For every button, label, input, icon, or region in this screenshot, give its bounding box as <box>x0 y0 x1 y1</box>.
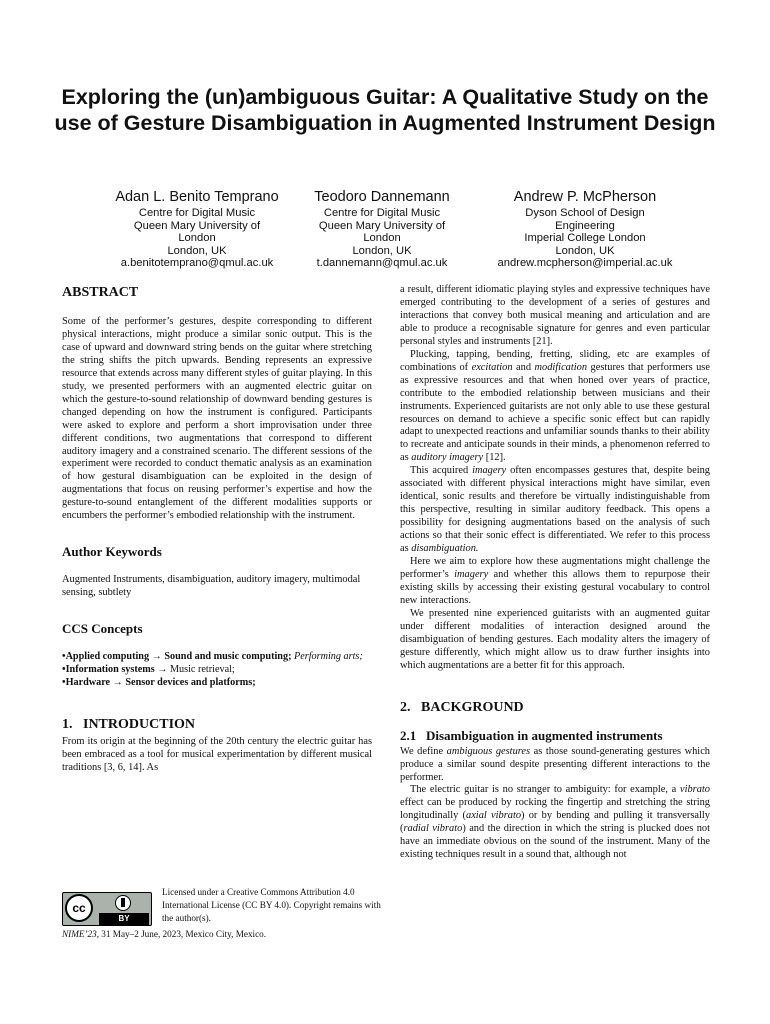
author-affiliation: Dyson School of Design <box>525 207 645 219</box>
subsection-heading <box>400 727 710 744</box>
author-2 <box>272 188 492 270</box>
arrow-glyph: → <box>157 664 168 676</box>
ccs-term: •Applied computing <box>62 651 150 663</box>
author-city: London, UK <box>352 244 412 257</box>
author-affiliation: London <box>363 232 401 245</box>
author-city: London, UK <box>555 244 615 257</box>
section-title: BACKGROUND <box>421 699 524 715</box>
left-column <box>62 284 372 775</box>
venue-name: NIME’23, <box>62 929 99 939</box>
author-email: a.benitotemprano@qmul.ac.uk <box>120 257 274 270</box>
abstract-heading: ABSTRACT <box>62 285 139 300</box>
arrow-glyph: → <box>112 677 123 689</box>
paragraph: We presented nine experienced guitarists with an augmented guitar under different modalities of interaction designed around the disambiguation of bending gestures. Each modality alters the imagery of gesture differently, which might allow us to draw further insights into which augmentations are a better fit for this approach. <box>400 607 710 671</box>
ccs-term: •Hardware <box>62 677 111 689</box>
background-heading <box>400 699 710 717</box>
section-number: 2. <box>400 699 411 715</box>
author-affiliation: Imperial College London <box>524 232 646 245</box>
author-name: Adan L. Benito Temprano <box>115 189 279 205</box>
arrow-glyph: → <box>151 651 162 663</box>
author-affiliation: Centre for Digital Music <box>138 207 256 219</box>
keywords-text: Augmented Instruments, disambiguation, auditory imagery, multimodal sensing, subtlety <box>62 574 361 599</box>
paragraph: This acquired imagery often encompasses gestures that, despite being associated with different physical interactions might have similar, even identical, sonic results and therefore be virtually indistinguishable from this perspective, resulting in similar auditory feedback. This opens a possibility for designing augmentations based on the analysis of such actions so that their sonic effect is differentiated. We refer to this process as disambiguation. <box>400 465 710 555</box>
by-label: BY <box>99 913 149 925</box>
abstract-text: Some of the performer’s gestures, despite corresponding to different physical interactions, might produce a similar sonic output. This is the case of upward and downward string bends on the guitar where stretching the string shifts the pitch upwards. Bending represents an expressive resource that extends across many different styles of guitar playing. In this study, we presented performers with an augmented electric guitar on which the gesture-to-sound relationship of downward bending gestures is changed depending on how the instrument is configured. Participants were asked to explore and perform a short improvisation under three different conditions, two augmentations that correspond to different auditory imagery and a constrained scenario. The different sessions of the experiment were recorded to conduct thematic analysis as an examination of how gestural disambiguation can be exploited in the design of augmentations that focus on reusing performer’s expertise and how the gesture-to-sound entanglement of the different modalities supports or encumbers the performer’s embodied relationship with the instrument. <box>62 316 372 522</box>
ccs-concepts <box>62 651 372 690</box>
license-text: Licensed under a Creative Commons Attribution 4.0 International License (CC BY 4.0). Copyright remains with the author(s). <box>162 887 381 923</box>
keywords-heading: Author Keywords <box>62 544 162 560</box>
author-affiliation: Centre for Digital Music <box>323 207 441 219</box>
author-affiliation: London <box>178 232 216 245</box>
paragraph: We define ambiguous gestures as those sound-generating gestures which produce a similar sound despite presenting different interactions to the performer. <box>400 745 711 783</box>
right-column <box>400 284 710 862</box>
author-block <box>100 188 700 274</box>
intro-text: From its origin at the beginning of the 20th century the electric guitar has been embraced as a tool for musical experimentation by different musical traditions [3, 6, 14]. As <box>62 736 372 773</box>
venue-date: 31 May–2 June, 2023, Mexico City, Mexico. <box>101 929 267 939</box>
author-name: Andrew P. McPherson <box>513 189 657 205</box>
author-affiliation: Queen Mary University of <box>318 219 446 232</box>
ccs-term: Performing arts; <box>294 651 363 663</box>
author-email: andrew.mcpherson@imperial.ac.uk <box>497 257 673 270</box>
paper-title: Exploring the (un)ambiguous Guitar: A Qualitative Study on the use of Gesture Disambiguation in Augmented Instrument Design <box>54 85 716 135</box>
author-email: t.dannemann@qmul.ac.uk <box>316 257 448 270</box>
author-affiliation: Queen Mary University of <box>133 219 261 232</box>
ccs-term: Music retrieval; <box>169 664 235 676</box>
intro-heading <box>62 716 372 734</box>
subsection-number: 2.1 <box>400 727 417 743</box>
paragraph: Plucking, tapping, bending, fretting, sliding, etc are examples of combinations of excitation and modification gestures that performers use as expressive resources and that when honed over years of practice, contribute to the embodied relationship between musicians and their instruments. Experienced guitarists are not only able to use these gestural resources on demand to achieve a specific sonic effect but can rapidly adapt to unexpected reactions and unfamiliar sounds thanks to their ability to recreate and anticipate sounds in their minds, a phenomenon referred to as auditory imagery [12]. <box>400 348 710 464</box>
paragraph: a result, different idiomatic playing styles and expressive techniques have emerged contributing to the development of a series of gestures and interactions that convey both musical meaning and articulation and are able to produce a recognisable signature for genres and even particular personal styles and instruments [21]. <box>400 284 710 347</box>
ccs-term: •Information systems <box>62 664 155 676</box>
cc-by-badge <box>62 892 152 926</box>
author-3 <box>475 188 695 270</box>
section-number: 1. <box>62 717 73 733</box>
author-name: Teodoro Dannemann <box>314 189 450 205</box>
attribution-person-icon <box>115 895 131 911</box>
author-affiliation: Engineering <box>555 219 615 232</box>
paragraph: The electric guitar is no stranger to ambiguity: for example, a vibrato effect can be produced by rocking the fingertip and stretching the string longitudinally (axial vibrato) or by bending and pulling it transversally (radial vibrato) and the direction in which the string is plucked does not have an immediate obvious on the sound of the instrument. Many of the existing techniques result in a sound that, although not <box>400 784 710 861</box>
ccs-heading: CCS Concepts <box>62 621 143 637</box>
ccs-term: Sensor devices and platforms; <box>125 677 256 689</box>
venue-line <box>62 928 382 940</box>
cc-icon: cc <box>65 894 93 922</box>
author-city: London, UK <box>167 244 227 257</box>
subsection-title: Disambiguation in augmented instruments <box>426 727 663 743</box>
ccs-term: Sound and music computing; <box>164 651 292 663</box>
paragraph: Here we aim to explore how these augmentations might challenge the performer’s imagery and whether this allows them to repurpose their existing skills by accessing their existing gestural vocabulary to control new interactions. <box>400 556 710 606</box>
section-title: INTRODUCTION <box>83 717 196 733</box>
